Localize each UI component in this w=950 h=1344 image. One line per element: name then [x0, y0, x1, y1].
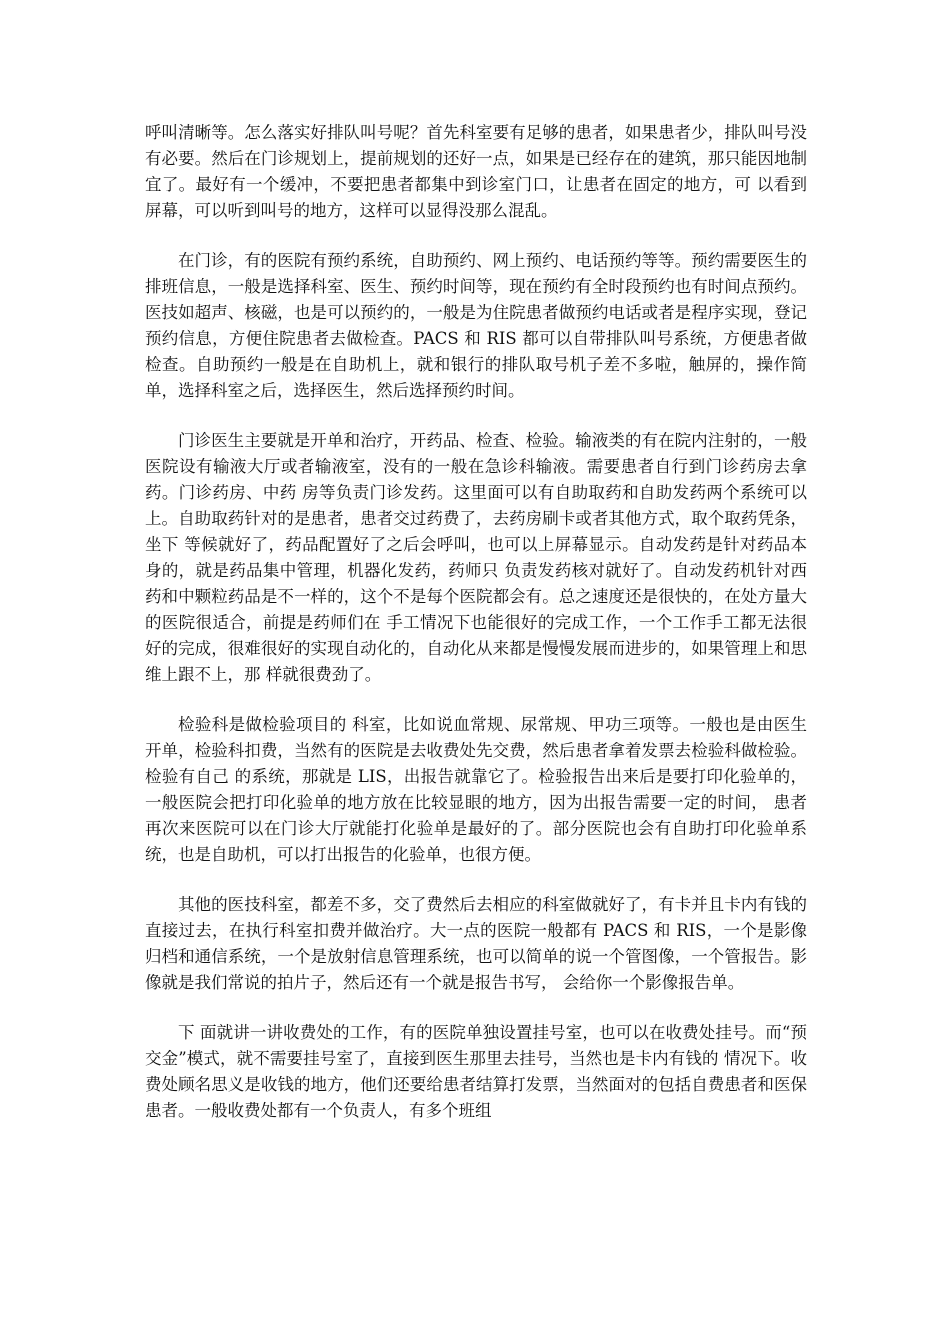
- paragraph-billing-office: 下 面就讲一讲收费处的工作，有的医院单独设置挂号室，也可以在收费处挂号。而“预交金”模式，就不需要挂号室了，直接到医生那里去挂号，当然也是卡内有钱的 情况下。收费处顾名思义是收钱的地方，他们还要给患者结算打发票，当然面对的包括自费患者和医保患者。一般收费处都有一个负责人，有多个班组: [145, 1023, 807, 1120]
- paragraph-medical-technology: 其他的医技科室，都差不多，交了费然后去相应的科室做就好了，有卡并且卡内有钱的直接过去，在执行科室扣费并做治疗。大一点的医院一般都有 PACS 和 RIS，一个是影像归档和通信系统，一个是放射信息管理系统，也可以简单的说一个管图像，一个管报告。影像就是我们常说的拍片子，然后还有一个就是报告书写， 会给你一个影像报告单。: [145, 895, 807, 992]
- document-page: [145, 120, 807, 1148]
- paragraph-laboratory: 检验科是做检验项目的 科室，比如说血常规、尿常规、甲功三项等。一般也是由医生开单，检验科扣费，当然有的医院是去收费处先交费，然后患者拿着发票去检验科做检验。检验有自己 的系统，那就是 LIS，出报告就靠它了。检验报告出来后是要打印化验单的，一般医院会把打印化验单的地方放在比较显眼的地方，因为出报告需要一定的时间， 患者再次来医院可以在门诊大厅就能打化验单是最好的了。部分医院也会有自助打印化验单系统，也是自助机，可以打出报告的化验单，也很方便。: [145, 715, 807, 864]
- paragraph-appointment-system: 在门诊，有的医院有预约系统，自助预约、网上预约、电话预约等等。预约需要医生的排班信息，一般是选择科室、医生、预约时间等，现在预约有全时段预约也有时间点预约。医技如超声、核磁，也是可以预约的，一般是为住院患者做预约电话或者是程序实现，登记预约信息，方便住院患者去做检查。PACS 和 RIS 都可以自带排队叫号系统，方便患者做检查。自助预约一般是在自助机上，就和银行的排队取号机子差不多啦，触屏的，操作简单，选择科室之后，选择医生，然后选择预约时间。: [145, 251, 807, 400]
- paragraph-outpatient-pharmacy: 门诊医生主要就是开单和治疗，开药品、检查、检验。输液类的有在院内注射的，一般医院设有输液大厅或者输液室，没有的一般在急诊科输液。需要患者自行到门诊药房去拿药。门诊药房、中药 房等负责门诊发药。这里面可以有自助取药和自助发药两个系统可以上。自助取药针对的是患者，患者交过药费了，去药房刷卡或者其他方式，取个取药凭条，坐下 等候就好了，药品配置好了之后会呼叫，也可以上屏幕显示。自动发药是针对药品本身的，就是药品集中管理，机器化发药，药师只 负责发药核对就好了。自动发药机针对西药和中颗粒药品是不一样的，这个不是每个医院都会有。总之速度还是很快的，在处方量大的医院很适合，前提是药师们在 手工情况下也能很好的完成工作，一个工作手工都无法很好的完成，很难很好的实现自动化的，自动化从来都是慢慢发展而进步的，如果管理上和思维上跟不上，那 样就很费劲了。: [145, 431, 807, 684]
- paragraph-queue-calling: 呼叫清晰等。怎么落实好排队叫号呢？首先科室要有足够的患者，如果患者少，排队叫号没有必要。然后在门诊规划上，提前规划的还好一点，如果是已经存在的建筑，那只能因地制宜了。最好有一个缓冲，不要把患者都集中到诊室门口，让患者在固定的地方，可 以看到屏幕，可以听到叫号的地方，这样可以显得没那么混乱。: [145, 123, 807, 220]
